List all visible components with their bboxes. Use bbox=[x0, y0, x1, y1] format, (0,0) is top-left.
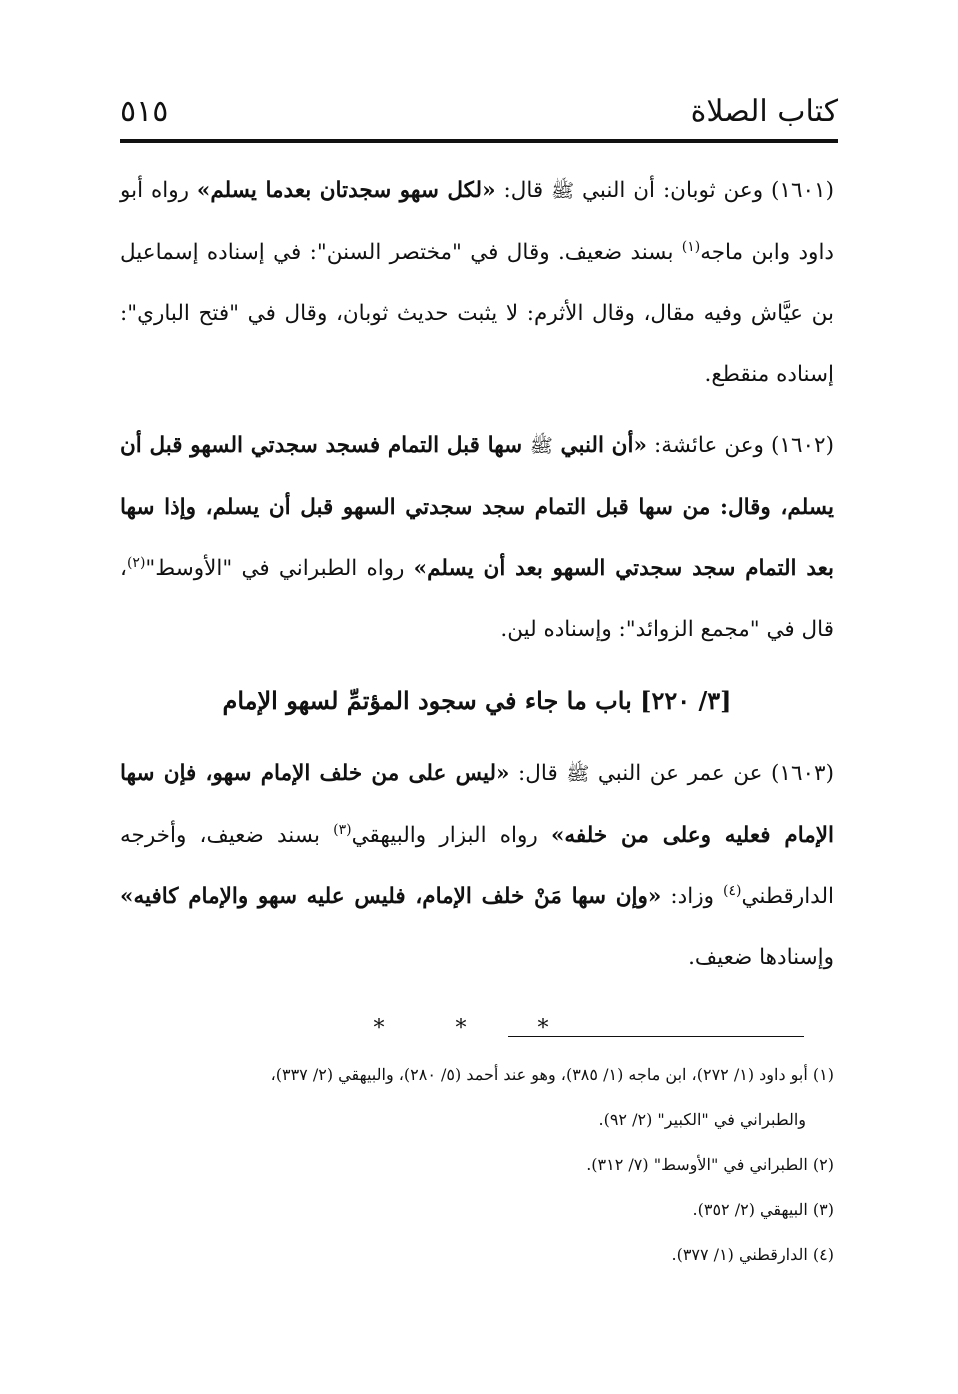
hadith-1601 bbox=[120, 160, 834, 405]
text: وزاد: bbox=[661, 884, 724, 909]
section-divider-stars: * * * bbox=[373, 1016, 581, 1041]
salutation-glyph: ﷺ bbox=[566, 763, 590, 785]
footnote-4: (٤) الدارقطني (١/ ٣٧٧). bbox=[671, 1245, 834, 1264]
footnote-ref[interactable]: (٤) bbox=[723, 882, 742, 899]
text: رواه الطبراني في "الأوسط" bbox=[145, 556, 414, 581]
running-header bbox=[120, 88, 838, 140]
hadith-quote: «لكل سهو سجدتان بعدما يسلم» bbox=[196, 178, 496, 203]
text: قال: bbox=[495, 178, 552, 203]
header-rule bbox=[120, 139, 838, 143]
hadith-quote: «أن النبي bbox=[552, 433, 647, 458]
text: رواه أبو داود وابن ماجه bbox=[120, 178, 834, 265]
hadith-quote: «ليس على من خلف الإمام سهو، فإن سها الإمام فعليه وعلى من خلفه» bbox=[120, 761, 835, 848]
salutation-glyph: ﷺ bbox=[551, 180, 575, 202]
footnote-ref[interactable]: (٢) bbox=[126, 554, 146, 571]
text: بسند ضعيف. وقال في "مختصر السنن": في إسناده إسماعيل بن عيَّاش وفيه مقال، وقال الأثرم: لا يثبت حديث ثوبان، وقال في "فتح الباري": إسناده منقطع. bbox=[120, 240, 834, 387]
hadith-number: (١٦٠٣) bbox=[771, 761, 834, 786]
main-text bbox=[120, 160, 834, 1059]
footnote-ref[interactable]: (٣) bbox=[333, 821, 352, 838]
text: وعن عائشة: bbox=[646, 433, 772, 458]
hadith-quote: سها قبل التمام فسجد سجدتي السهو قبل أن يسلم، وقال: من سها قبل التمام سجد سجدتي السهو قبل أن يسلم، وإذا سها بعد التمام سجد سجدتي السهو بعد أن يسلم» bbox=[120, 433, 834, 581]
hadith-number: (١٦٠٢) bbox=[771, 433, 834, 458]
footnotes bbox=[120, 1052, 834, 1277]
hadith-quote: «وإن سها مَنْ خلف الإمام، فليس عليه سهو والإمام كافيه» bbox=[120, 884, 662, 909]
footnote-ref[interactable]: (١) bbox=[681, 238, 701, 255]
text: عن عمر عن النبي bbox=[589, 761, 772, 786]
footnote-1-continued: والطبراني في "الكبير" (٢/ ٩٢). bbox=[598, 1110, 806, 1129]
hadith-1603 bbox=[120, 743, 834, 988]
footnote-1: (١) أبو داود (١/ ٢٧٢)، ابن ماجه (١/ ٣٨٥)، وهو عند أحمد (٥/ ٢٨٠)، والبيهقي (٢/ ٣٣٧)، bbox=[270, 1065, 834, 1084]
page-number: ٥١٥ bbox=[120, 94, 169, 129]
hadith-number: (١٦٠١) bbox=[771, 178, 834, 203]
footnote-2: (٢) الطبراني في "الأوسط" (٧/ ٣١٢). bbox=[586, 1155, 834, 1174]
footnote-rule bbox=[508, 1036, 804, 1037]
hadith-1602 bbox=[120, 415, 834, 660]
text: قال: bbox=[509, 761, 567, 786]
section-heading: [٣/ ٢٢٠] باب ما جاء في سجود المؤتمِّ لسهو الإمام bbox=[222, 686, 732, 715]
text: وإسنادها ضعيف. bbox=[688, 945, 834, 970]
chapter-title: كتاب الصلاة bbox=[690, 94, 838, 129]
text: بسند ضعيف، وأخرجه الدارقطني bbox=[120, 823, 834, 909]
footnote-3: (٣) البيهقي (٢/ ٣٥٢). bbox=[692, 1200, 834, 1219]
text: رواه البزار والبيهقي bbox=[351, 823, 551, 848]
salutation-glyph: ﷺ bbox=[529, 435, 553, 457]
text: ، قال في "مجمع الزوائد": وإسناده لين. bbox=[120, 556, 834, 642]
text: وعن ثوبان: أن النبي bbox=[574, 178, 771, 203]
